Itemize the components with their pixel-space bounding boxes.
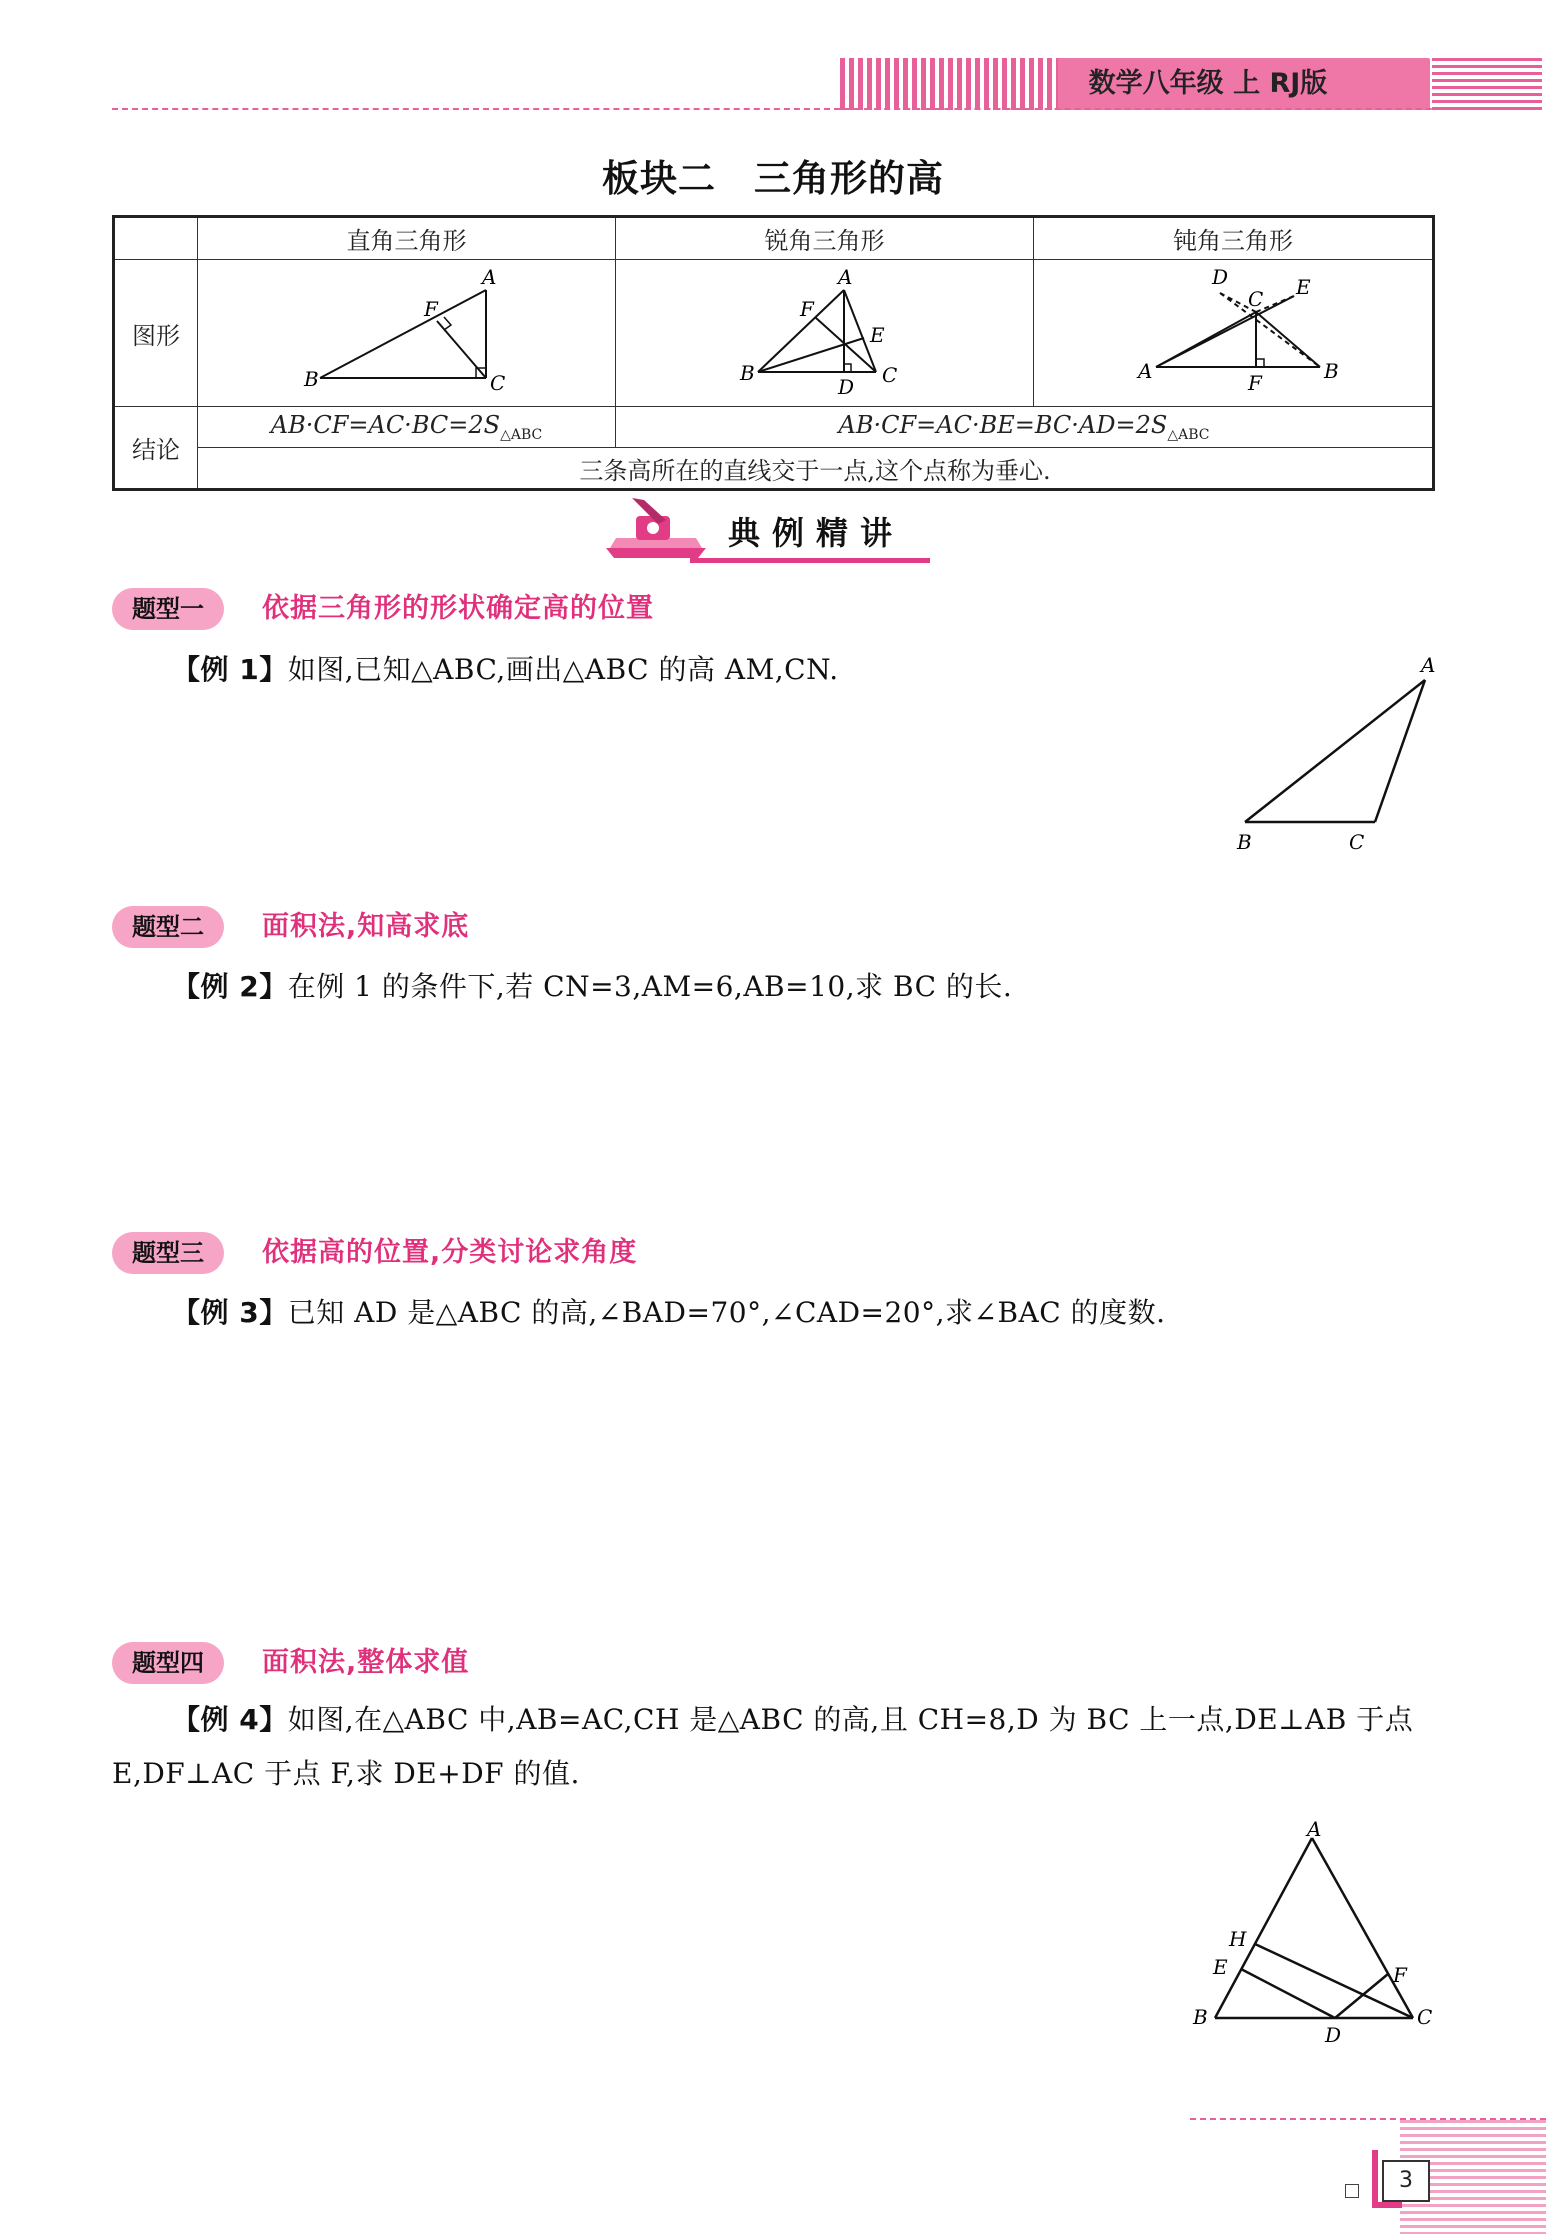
example-text-3: 已知 AD 是△ABC 的高,∠BAD=70°,∠CAD=20°,求∠BAC 的度数. xyxy=(287,1296,1166,1329)
conclusion-right-triangle xyxy=(198,407,616,448)
area-subscript: △ABC xyxy=(500,427,543,443)
row-label-figure: 图形 xyxy=(114,260,198,407)
label-a: A xyxy=(482,265,497,289)
conclusion-right-formula: AB·CF=AC·BC=2S xyxy=(270,411,501,439)
figure-obtuse-triangle xyxy=(1034,260,1434,407)
example-1-figure xyxy=(1225,648,1445,858)
page-number: 3 xyxy=(1382,2160,1430,2202)
label-f: F xyxy=(1248,371,1262,395)
type-badge-3: 题型三 xyxy=(112,1232,224,1274)
header-obtuse-triangle: 钝角三角形 xyxy=(1034,217,1434,260)
footer-square-icon xyxy=(1345,2184,1359,2198)
label-b: B xyxy=(1237,830,1252,854)
label-b: B xyxy=(304,367,319,391)
label-a: A xyxy=(838,265,853,289)
type-title-4: 面积法,整体求值 xyxy=(262,1647,470,1678)
section-banner-text: 典例精讲 xyxy=(728,514,905,552)
example-text-2: 在例 1 的条件下,若 CN=3,AM=6,AB=10,求 BC 的长. xyxy=(287,970,1013,1003)
label-h: H xyxy=(1229,1927,1247,1951)
example-label-2: 【例 2】 xyxy=(172,970,288,1003)
label-c: C xyxy=(1349,830,1365,854)
label-c: C xyxy=(1417,2005,1433,2029)
label-b: B xyxy=(1193,2005,1208,2029)
example-3 xyxy=(172,1288,1166,1338)
example-label-3: 【例 3】 xyxy=(172,1296,288,1329)
label-e: E xyxy=(870,323,885,347)
type-badge-2: 题型二 xyxy=(112,906,224,948)
label-d: D xyxy=(1325,2023,1342,2047)
example-text-4: 如图,在△ABC 中,AB=AC,CH 是△ABC 的高,且 CH=8,D 为 BC 上一点,DE⊥AB 于点 E,DF⊥AC 于点 F,求 DE+DF 的值. xyxy=(112,1703,1414,1790)
type-title-2: 面积法,知高求底 xyxy=(262,911,470,942)
type-badge-1: 题型一 xyxy=(112,588,224,630)
type-title-1: 依据三角形的形状确定高的位置 xyxy=(262,593,654,624)
footer-accent-bar xyxy=(1372,2150,1378,2208)
label-c: C xyxy=(882,363,898,387)
example-text-1: 如图,已知△ABC,画出△ABC 的高 AM,CN. xyxy=(287,653,839,686)
example-4 xyxy=(112,1693,1442,1801)
label-a: A xyxy=(1138,359,1153,383)
example-label-1: 【例 1】 xyxy=(172,653,288,686)
label-f: F xyxy=(800,297,814,321)
row-label-conclusion: 结论 xyxy=(114,407,198,490)
label-b: B xyxy=(1324,359,1339,383)
pencil-stand-icon xyxy=(606,498,706,560)
header-stripe-decoration xyxy=(840,58,1060,110)
figure-acute-triangle xyxy=(616,260,1034,407)
type-badge-4: 题型四 xyxy=(112,1642,224,1684)
altitude-summary-table xyxy=(112,215,1435,491)
area-subscript: △ABC xyxy=(1167,427,1210,443)
example-4-figure xyxy=(1185,1818,1455,2050)
conclusion-orthocenter: 三条高所在的直线交于一点,这个点称为垂心. xyxy=(198,448,1434,490)
label-c: C xyxy=(1248,287,1264,311)
table-corner-cell xyxy=(114,217,198,260)
header-divider xyxy=(112,108,1542,110)
example-1 xyxy=(172,645,839,695)
example-2 xyxy=(172,962,1012,1012)
label-d: D xyxy=(838,375,855,399)
section-title: 板块二 三角形的高 xyxy=(602,156,944,200)
footer-accent-bar-bottom xyxy=(1372,2202,1402,2208)
label-e: E xyxy=(1296,275,1311,299)
book-title: 数学八年级 上 RJ版 xyxy=(1088,68,1328,99)
label-d: D xyxy=(1212,265,1229,289)
label-e: E xyxy=(1213,1955,1228,1979)
banner-underline xyxy=(690,558,930,563)
label-a: A xyxy=(1421,653,1436,677)
header-right-decoration xyxy=(1432,58,1542,110)
label-b: B xyxy=(740,361,755,385)
label-f: F xyxy=(1393,1963,1407,1987)
conclusion-acute-obtuse xyxy=(616,407,1434,448)
type-title-3: 依据高的位置,分类讨论求角度 xyxy=(262,1237,638,1268)
header-right-triangle: 直角三角形 xyxy=(198,217,616,260)
label-c: C xyxy=(490,371,506,395)
header-acute-triangle: 锐角三角形 xyxy=(616,217,1034,260)
figure-right-triangle xyxy=(198,260,616,407)
label-a: A xyxy=(1307,1818,1322,1841)
example-label-4: 【例 4】 xyxy=(172,1703,288,1736)
label-f: F xyxy=(424,297,438,321)
conclusion-other-formula: AB·CF=AC·BE=BC·AD=2S xyxy=(838,411,1168,439)
